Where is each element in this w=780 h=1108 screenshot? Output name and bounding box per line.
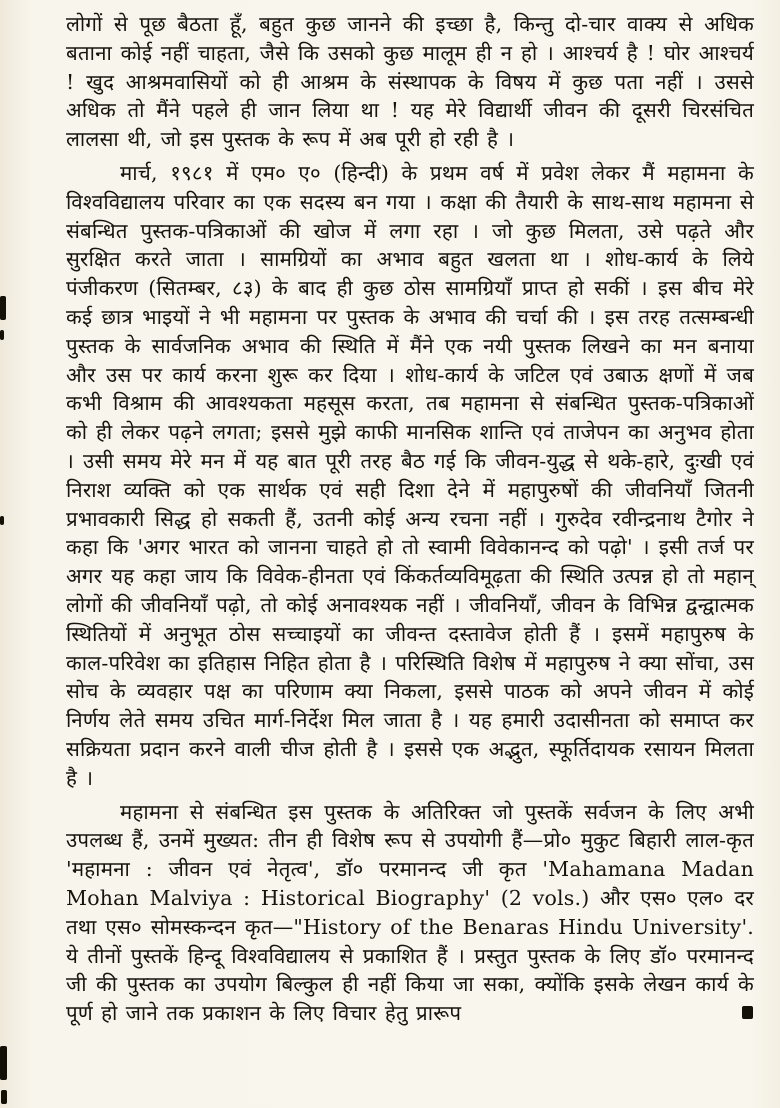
page-text-block (66, 10, 754, 1028)
scan-artifact-left-edge (0, 1046, 7, 1080)
paragraph-3: महामना से संबन्धित इस पुस्तक के अतिरिक्त जो पुस्तकें सर्वजन के लिए अभी उपलब्ध हैं, उनमें मुख्यत: तीन ही विशेष रूप से उपयोगी हैं—प्रो० मुकुट बिहारी लाल-कृत 'महामना : जीवन एवं नेतृत्व', डॉ० परमानन्द जी कृत 'Mahamana Madan Mohan Malviya : Historical Biography' (2 vols.) और एस० एल० दर तथा एस० सोमस्कन्दन कृत—"History of the Benaras Hindu University'. ये तीनों पुस्तकें हिन्दू विश्वविद्यालय से प्रकाशित हैं । प्रस्तुत पुस्तक के लिए डॉ० परमानन्द जी की पुस्तक का उपयोग बिल्कुल ही नहीं किया जा सका, क्योंकि इसके लेखन कार्य के पूर्ण हो जाने तक प्रकाशन के लिए विचार हेतु प्रारूप (66, 799, 754, 1026)
scan-artifact-left-edge (0, 330, 4, 340)
scan-artifact-left-edge (0, 296, 6, 320)
scan-artifact-left-edge (0, 516, 4, 525)
paragraph-2: मार्च, १९८१ में एम० ए० (हिन्दी) के प्रथम वर्ष में प्रवेश लेकर मैं महामना के विश्वविद्यालय परिवार का एक सदस्य बन गया । कक्षा की तैयारी के साथ-साथ महामना से संबन्धित पुस्तक-पत्रिकाओं की खोज में लगा रहा । जो कुछ मिलता, उसे पढ़ते और सुरक्षित करते जाता । सामग्रियों का अभाव बहुत खलता था । शोध-कार्य के लिये पंजीकरण (सितम्बर, ८३) के बाद ही कुछ ठोस सामग्रियाँ प्राप्त हो सकीं । इस बीच मेरे कई छात्र भाइयों ने भी महामना पर पुस्तक के अभाव की चर्चा की । इस तरह तत्सम्बन्धी पुस्तक के सार्वजनिक अभाव की स्थिति में मैंने एक नयी पुस्तक लिखने का मन बनाया और उस पर कार्य करना शुरू कर दिया । शोध-कार्य के जटिल एवं उबाऊ क्षणों में जब कभी विश्राम की आवश्यकता महसूस करता, तब महामना से संबन्धित पुस्तक-पत्रिकाओं को ही लेकर पढ़ने लगता; इससे मुझे काफी मानसिक शान्ति एवं ताजेपन का अनुभव होता । उसी समय मेरे मन में यह बात पूरी तरह बैठ गई कि जीवन-युद्ध से थके-हारे, दुःखी एवं निराश व्यक्ति को एक सार्थक एवं सही दिशा देने में महापुरुषों की जीवनियाँ जितनी प्रभावकारी सिद्ध हो सकती हैं, उतनी कोई अन्य रचना नहीं । गुरुदेव रवीन्द्रनाथ टैगोर ने कहा कि 'अगर भारत को जानना चाहते हो तो स्वामी विवेकानन्द को पढ़ो' । इसी तर्ज पर अगर यह कहा जाय कि विवेक-हीनता एवं किंकर्तव्यविमूढ़ता की स्थिति उत्पन्न हो तो महान् लोगों की जीवनियाँ पढ़ो, तो कोई अनावश्यक नहीं । जीवनियाँ, जीवन के विभिन्न द्वन्द्वात्मक स्थितियों में अनुभूत ठोस सच्चाइयों का जीवन्त दस्तावेज होती हैं । इसमें महापुरुष के काल-परिवेश का इतिहास निहित होता है । परिस्थिति विशेष में महापुरुष ने क्या सोंचा, उस सोच के व्यवहार पक्ष का परिणाम क्या निकला, इससे पाठक को अपने जीवन में कोई निर्णय लेते समय उचित मार्ग-निर्देश मिल जाता है । यह हमारी उदासीनता को समाप्त कर सक्रियता प्रदान करने वाली चीज होती है । इससे एक अद्भुत, स्फूर्तिदायक रसायन मिलता है । (66, 160, 754, 790)
scan-artifact-ink-blot (742, 1006, 753, 1019)
paragraph-1: लोगों से पूछ बैठता हूँ, बहुत कुछ जानने की इच्छा है, किन्तु दो-चार वाक्य से अधिक बताना कोई नहीं चाहता, जैसे कि उसको कुछ मालूम ही न हो । आश्चर्य है ! घोर आश्चर्य ! खुद आश्रमवासियों को ही आश्रम के संस्थापक के विषय में कुछ पता नहीं । उससे अधिक तो मैंने पहले ही जान लिया था ! यह मेरे विद्यार्थी जीवन की दूसरी चिरसंचित लालसा थी, जो इस पुस्तक के रूप में अब पूरी हो रही है । (66, 12, 754, 152)
scan-artifact-left-edge (1, 1090, 7, 1104)
